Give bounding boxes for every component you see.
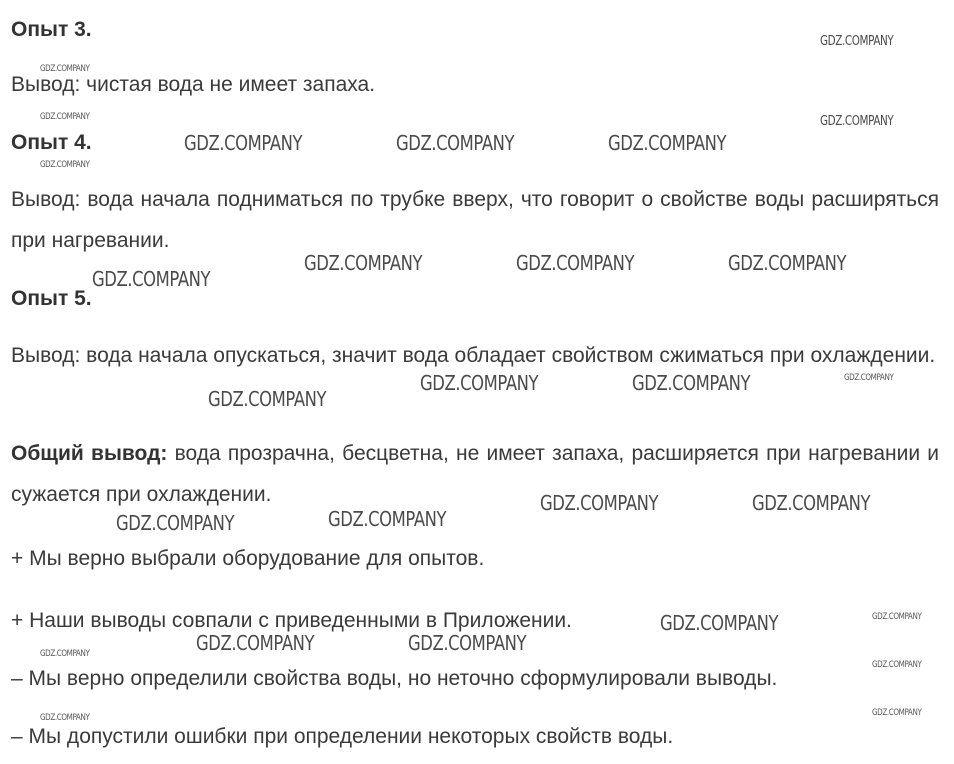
watermark: GDZ.COMPANY [820,34,894,49]
experiment-5-heading: Опыт 5. [11,287,92,310]
watermark: GDZ.COMPANY [844,373,894,383]
experiment-3-heading: Опыт 3. [11,18,92,41]
result-item-conclusions-match: + Наши выводы совпали с приведенными в Приложении. [11,609,572,632]
watermark: GDZ.COMPANY [40,64,90,74]
watermark: GDZ.COMPANY [328,507,447,531]
result-item-formulation: – Мы верно определили свойства воды, но неточно сформулировали выводы. [11,667,778,690]
watermark: GDZ.COMPANY [396,131,515,155]
experiment-4-heading: Опыт 4. [11,131,92,154]
watermark: GDZ.COMPANY [540,491,659,515]
result-item-equipment: + Мы верно выбрали оборудование для опытов. [11,547,485,570]
watermark: GDZ.COMPANY [408,631,527,655]
watermark: GDZ.COMPANY [820,114,894,129]
general-conclusion-label: Общий вывод: [11,442,168,465]
experiment-5-conclusion: Вывод: вода начала опускаться, значит вода обладает свойством сжиматься при охлаждении. [11,344,936,367]
watermark: GDZ.COMPANY [872,660,922,670]
watermark: GDZ.COMPANY [660,611,779,635]
watermark: GDZ.COMPANY [632,371,751,395]
watermark: GDZ.COMPANY [208,387,327,411]
general-conclusion-text: вода прозрачна, бесцветна, не имеет запаха, расширяется при нагревании и сужается при охлаждении. [11,442,939,506]
watermark: GDZ.COMPANY [872,708,922,718]
watermark: GDZ.COMPANY [40,649,90,659]
watermark: GDZ.COMPANY [752,491,871,515]
watermark: GDZ.COMPANY [872,612,922,622]
watermark: GDZ.COMPANY [40,713,90,723]
watermark: GDZ.COMPANY [420,371,539,395]
watermark: GDZ.COMPANY [184,131,303,155]
watermark: GDZ.COMPANY [728,251,847,275]
watermark: GDZ.COMPANY [608,131,727,155]
watermark: GDZ.COMPANY [92,267,211,291]
experiment-4-conclusion: Вывод: вода начала подниматься по трубке вверх, что говорит о свойстве воды расширяться при нагревании. [11,188,939,252]
watermark: GDZ.COMPANY [196,631,315,655]
experiment-3-conclusion: Вывод: чистая вода не имеет запаха. [11,73,376,96]
watermark: GDZ.COMPANY [116,511,235,535]
watermark: GDZ.COMPANY [304,251,423,275]
watermark: GDZ.COMPANY [40,160,90,170]
watermark: GDZ.COMPANY [40,112,90,122]
watermark: GDZ.COMPANY [516,251,635,275]
result-item-errors: – Мы допустили ошибки при определении некоторых свойств воды. [11,725,674,748]
